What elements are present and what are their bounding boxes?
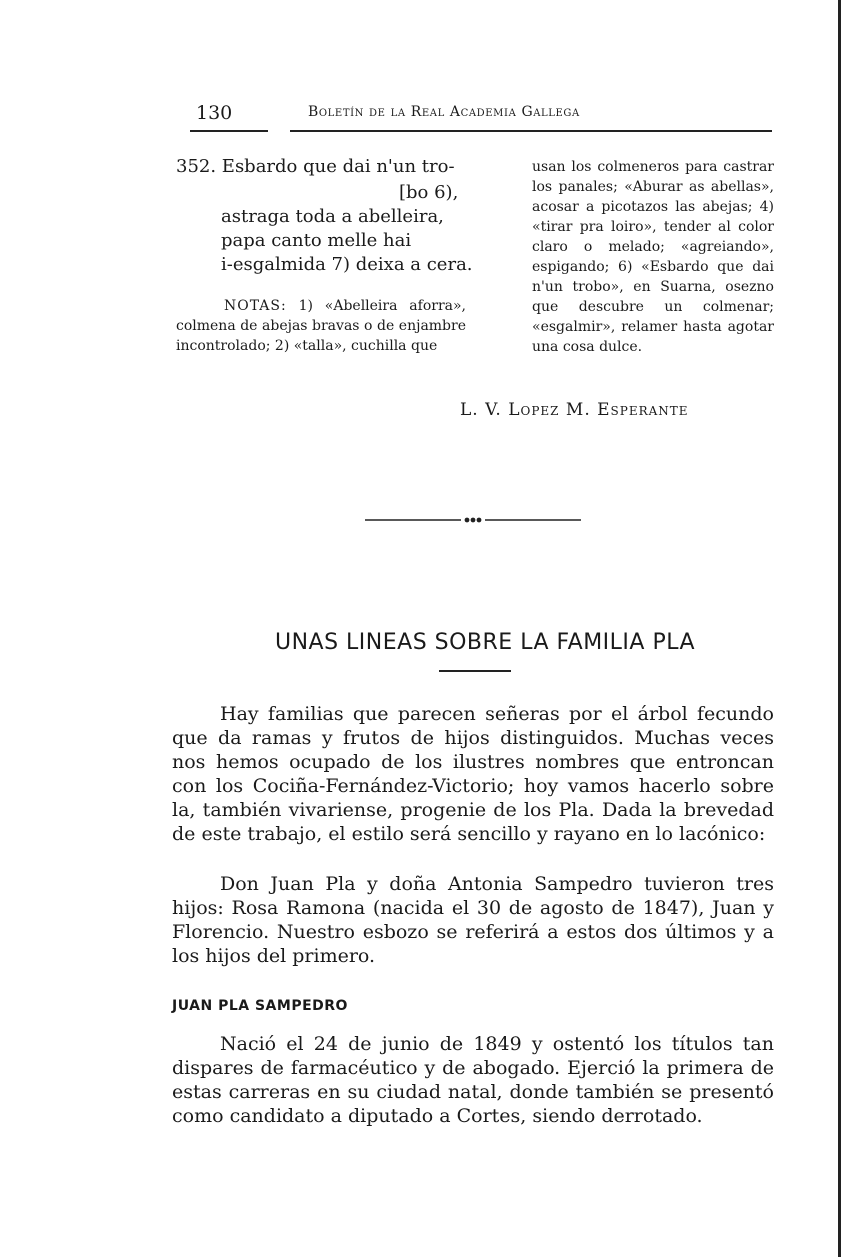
poem-line: astraga toda a abelleira, <box>221 206 444 227</box>
body-paragraph <box>172 1032 774 1128</box>
section-subheading: JUAN PLA SAMPEDRO <box>172 998 348 1014</box>
poem-stanza <box>176 156 473 296</box>
paragraph-text: Don Juan Pla y doña Antonia Sampedro tuvieron tres hijos: Rosa Ramona (nacida el 30 de agosto de 1847), Juan y Florencio. Nuestro esbozo se referirá a estos dos últimos y a los hijos del primero. <box>172 873 774 967</box>
poem-line: [bo 6), <box>399 182 459 203</box>
article-title: UNAS LINEAS SOBRE LA FAMILIA PLA <box>274 630 696 655</box>
running-title: Boletín de la Real Academia Gallega <box>308 104 580 120</box>
right-column <box>532 157 774 357</box>
paragraph-text: Hay familias que parecen señeras por el árbol fecundo que da ramas y frutos de hijos distinguidos. Muchas veces nos hemos ocupado de los ilustres nombres que entroncan con los Cociña-Fernández-Victorio; hoy vamos hacerlo sobre la, también vivariense, progenie de los Pla. Dada la brevedad de este trabajo, el estilo será sencillo y rayano en lo lacónico: <box>172 703 774 845</box>
poem-line: papa canto melle hai <box>221 230 412 251</box>
notes-left <box>176 296 466 356</box>
header-rule-right <box>290 130 772 132</box>
page-number: 130 <box>196 102 233 124</box>
page-header <box>190 102 772 126</box>
poem-line: i-esgalmida 7) deixa a cera. <box>221 254 473 275</box>
left-column <box>176 156 473 354</box>
notes-label: NOTAS: <box>224 298 287 314</box>
section-divider-ornament <box>365 512 581 526</box>
paragraph-text: Nació el 24 de junio de 1849 y ostentó los títulos tan dispares de farmacéutico y de abogado. Ejerció la primera de estas carreras en su ciudad natal, donde también se presentó como candidato a diputado a Cortes, siendo derrotado. <box>172 1033 774 1127</box>
header-rule-left <box>190 130 268 132</box>
body-paragraph <box>172 702 774 846</box>
poem-line: 352. Esbardo que dai n'un tro- <box>176 156 455 177</box>
body-paragraph <box>172 872 774 968</box>
notes-text-right: usan los colmeneros para castrar los panales; «Aburar as abellas», acosar a picotazos las abejas; 4) «tirar pra loiro», tender al color claro o melado; «agreiando», espigando; 6) «Esbardo que dai n'un trobo», en Suarna, oseznо que descubre un colmenar; «esgalmir», relamer hasta agotar una cosa dulce. <box>532 159 774 355</box>
notes-text-left: 1) «Abelleira aforra», colmena de abejas bravas o de enjambre incontrolado; 2) «talla», cuchilla que <box>176 298 466 354</box>
page-edge-rule <box>838 0 841 1257</box>
title-underline <box>439 670 511 672</box>
author-signature: L. V. Lopez M. Esperante <box>460 400 689 420</box>
